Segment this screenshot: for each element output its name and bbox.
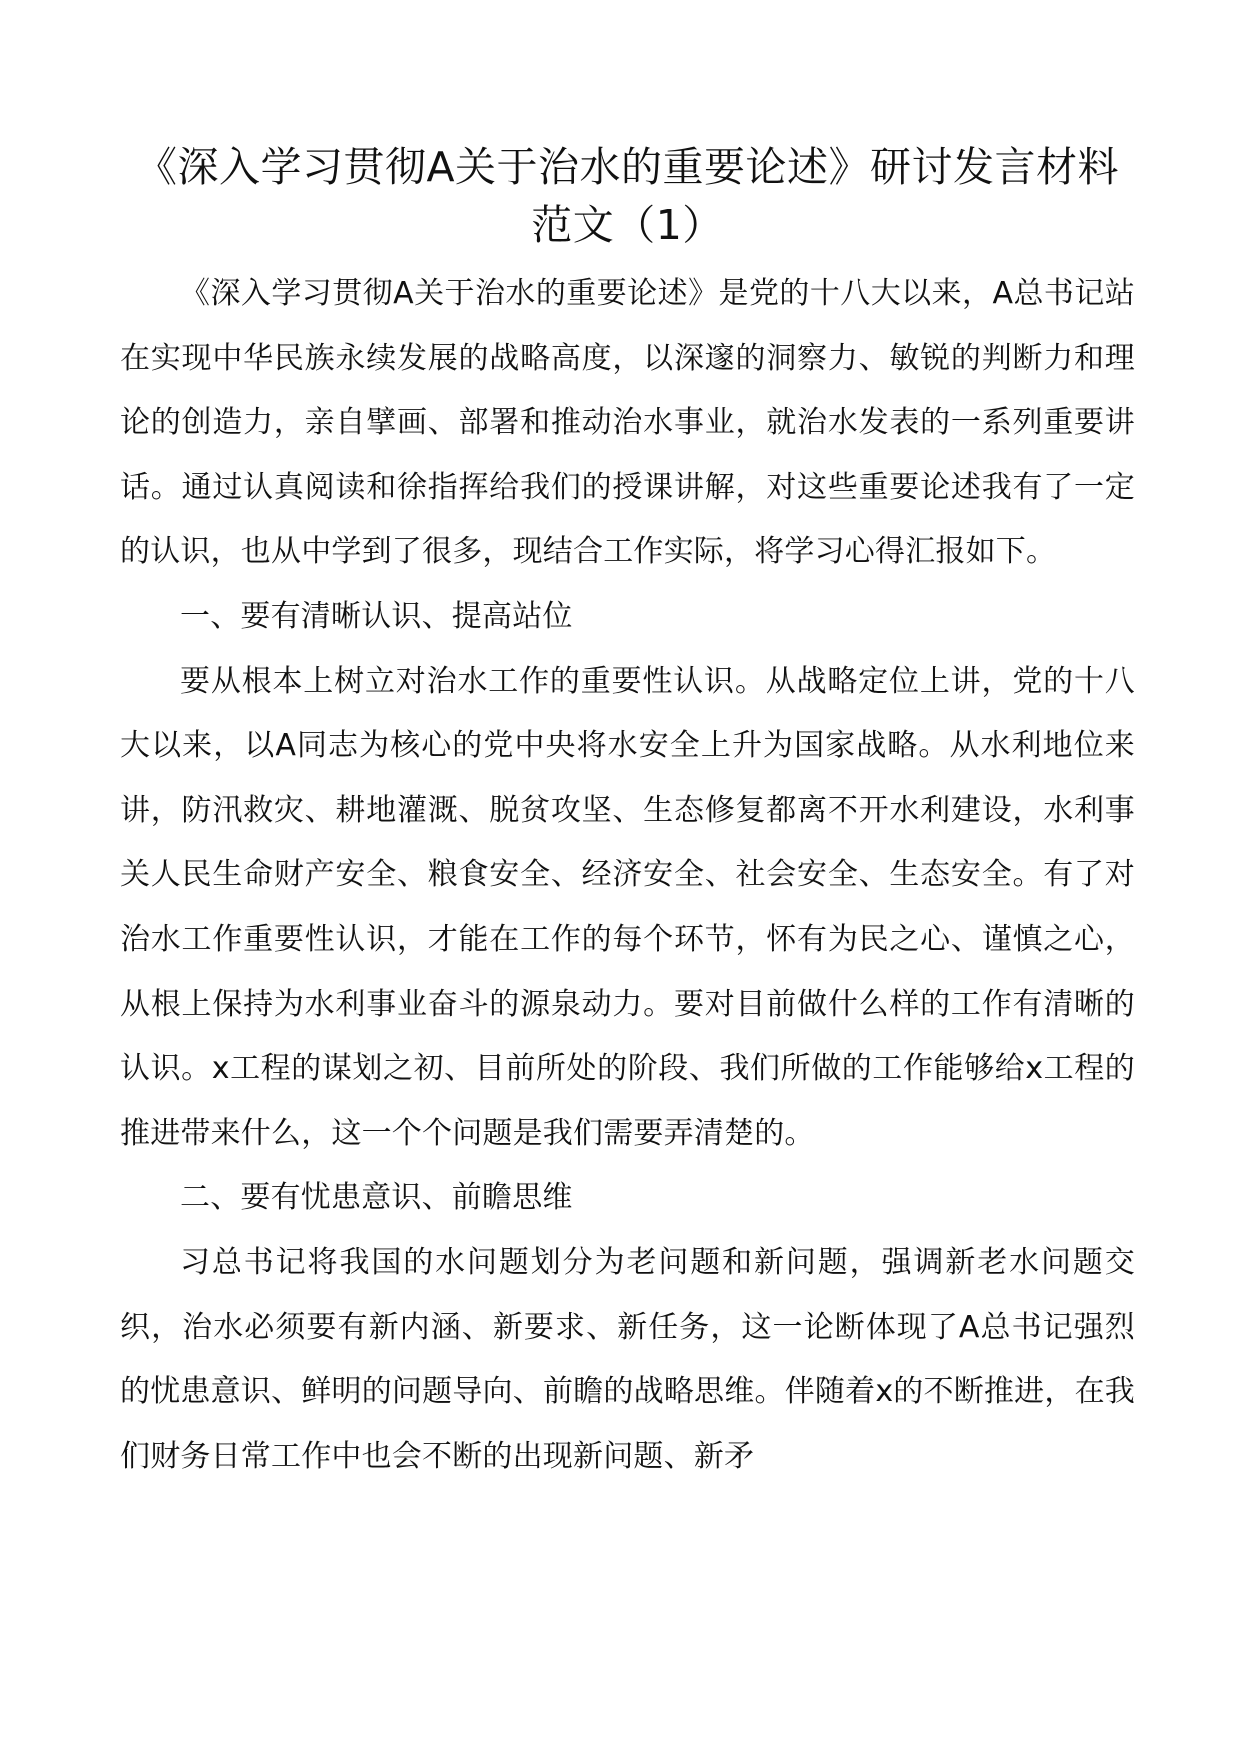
document-title: 《深入学习贯彻A关于治水的重要论述》研讨发言材料范文（1） — [135, 143, 1120, 249]
document-page — [120, 138, 1135, 1489]
section-paragraph-2: 习总书记将我国的水问题划分为老问题和新问题，强调新老水问题交织，治水必须要有新内涵、新要求、新任务，这一论断体现了A总书记强烈的忧患意识、鲜明的问题导向、前瞻的战略思维。伴随着x的不断推进，在我们财务日常工作中也会不断的出现新问题、新矛 — [120, 1244, 1135, 1474]
section-paragraph-1: 要从根本上树立对治水工作的重要性认识。从战略定位上讲，党的十八大以来，以A同志为核心的党中央将水安全上升为国家战略。从水利地位来讲，防汛救灾、耕地灌溉、脱贫攻坚、生态修复都离不开水利建设，水利事关人民生命财产安全、粮食安全、经济安全、社会安全、生态安全。有了对治水工作重要性认识，才能在工作的每个环节，怀有为民之心、谨慎之心，从根上保持为水利事业奋斗的源泉动力。要对目前做什么样的工作有清晰的认识。x工程的谋划之初、目前所处的阶段、我们所做的工作能够给x工程的推进带来什么，这一个个问题是我们需要弄清楚的。 — [120, 663, 1135, 1151]
intro-paragraph: 《深入学习贯彻A关于治水的重要论述》是党的十八大以来，A总书记站在实现中华民族永续发展的战略高度，以深邃的洞察力、敏锐的判断力和理论的创造力，亲自擘画、部署和推动治水事业，就治水发表的一系列重要讲话。通过认真阅读和徐指挥给我们的授课讲解，对这些重要论述我有了一定的认识，也从中学到了很多，现结合工作实际，将学习心得汇报如下。 — [120, 276, 1135, 570]
section-heading-1: 一、要有清晰认识、提高站位 — [180, 598, 573, 634]
document-body — [120, 262, 1135, 1489]
section-heading-2: 二、要有忧患意识、前瞻思维 — [180, 1180, 573, 1216]
